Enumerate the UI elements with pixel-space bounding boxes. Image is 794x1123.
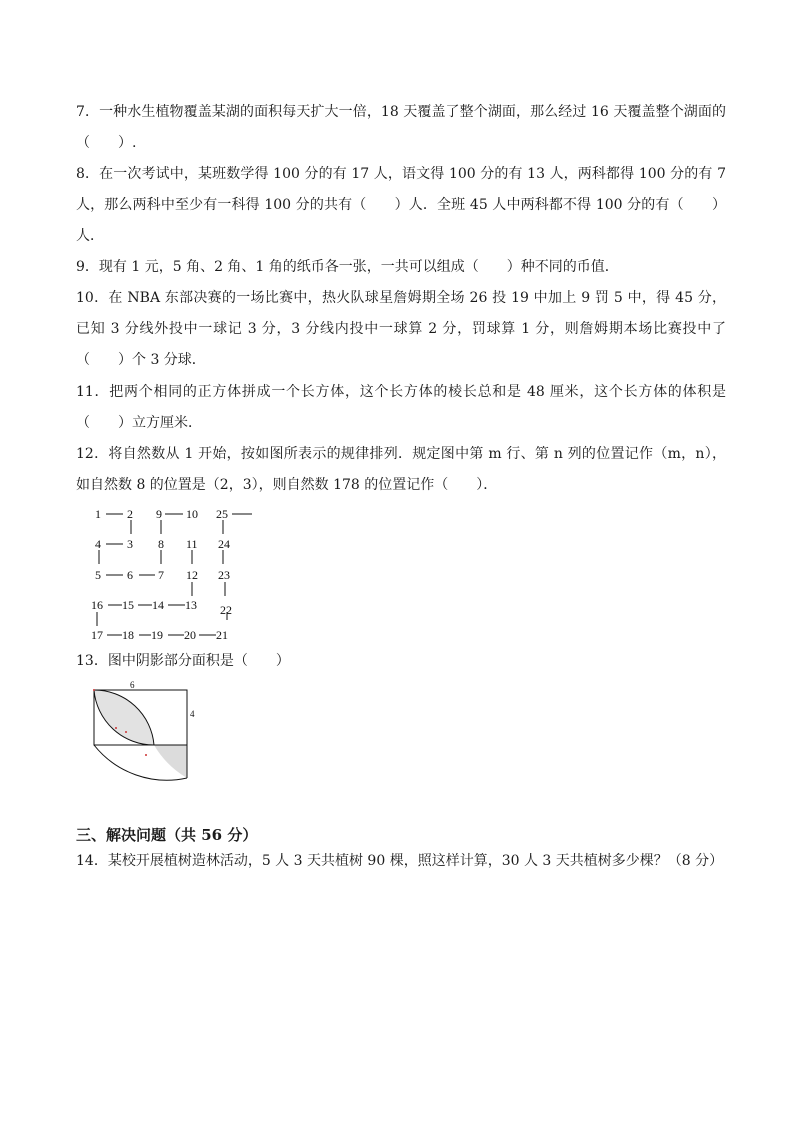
number-spiral-figure [85,502,265,647]
grid-number: 8 [158,537,164,551]
grid-number: 15 [122,598,134,612]
grid-number: 4 [95,537,101,551]
grid-number: 18 [122,628,134,642]
grid-number: 17 [91,628,103,642]
grid-number: 9 [156,507,162,521]
grid-number: 14 [152,598,164,612]
grid-number: 23 [218,568,230,582]
figure-side-label: 4 [190,709,195,719]
question-11: 11．把两个相同的正方体拼成一个长方体，这个长方体的棱长总和是 48 厘米，这个长方体的体积是（ ）立方厘米． [76,384,726,431]
figure-top-label: 6 [130,680,135,690]
grid-number: 16 [91,598,103,612]
question-10: 10．在 NBA 东部决赛的一场比赛中，热火队球星詹姆期全场 26 投 19 中加上 9 罚 5 中，得 45 分，已知 3 分线外投中一球记 3 分，3 分线内投中一球算 2 分，罚球算 1 分，则詹姆期本场比赛投中了（ ）个 3 分球． [76,290,726,368]
question-13: 13．图中阴影部分面积是（ ） [76,653,290,669]
grid-number: 1 [95,507,101,521]
question-9: 9．现有 1 元，5 角、2 角、1 角的纸币各一张，一共可以组成（ ）种不同的币值． [76,259,619,275]
section-heading: 三、解决问题（共 56 分） [76,826,258,844]
question-8: 8．在一次考试中，某班数学得 100 分的有 17 人，语文得 100 分的有 13 人，两科都得 100 分的有 7 人，那么两科中至少有一科得 100 分的共有（ ）人．全班 45 人中两科都不得 100 分的有（ ）人． [76,166,726,244]
shaded-area-figure [86,680,206,785]
grid-number: 10 [186,507,198,521]
grid-number: 20 [184,628,196,642]
grid-number: 13 [185,598,197,612]
grid-number: 7 [158,568,164,582]
grid-number: 2 [127,507,133,521]
question-7: 7．一种水生植物覆盖某湖的面积每天扩大一倍，18 天覆盖了整个湖面，那么经过 16 天覆盖整个湖面的（ ）. [76,104,726,151]
grid-number: 6 [127,568,133,582]
grid-number: 12 [186,568,198,582]
grid-number: 5 [95,568,101,582]
grid-number: 25 [216,507,228,521]
grid-number: 11 [186,537,198,551]
question-12: 12．将自然数从 1 开始，按如图所表示的规律排列．规定图中第 m 行、第 n 列的位置记作（m，n），如自然数 8 的位置是（2，3），则自然数 178 的位置记作（ ）． [76,446,726,493]
grid-number: 3 [127,537,133,551]
grid-number: 21 [216,628,228,642]
grid-number: 19 [151,628,163,642]
grid-number: 22 [220,603,232,617]
question-14: 14．某校开展植树造林活动，5 人 3 天共植树 90 棵，照这样计算，30 人 3 天共植树多少棵？（8 分） [76,853,724,869]
grid-number: 24 [218,537,230,551]
